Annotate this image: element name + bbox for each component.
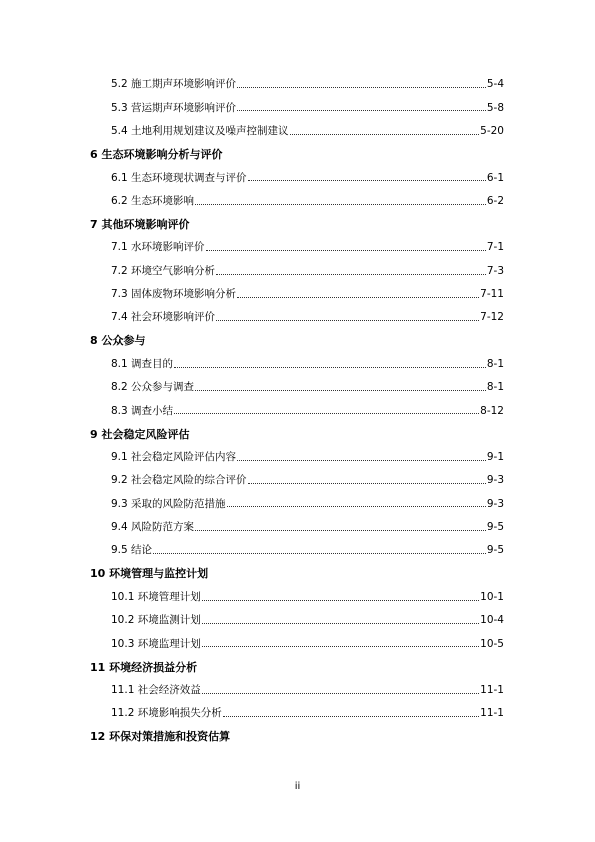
toc-entry-title: 5.4 土地利用规划建议及噪声控制建议 [111, 124, 289, 137]
toc-entry-title: 11 环境经济损益分析 [90, 660, 198, 674]
toc-dot-leader [153, 553, 486, 554]
toc-entry[interactable] [0, 469, 595, 492]
toc-entry-title: 12 环保对策措施和投资估算 [90, 730, 231, 744]
toc-entry-title: 6.1 生态环境现状调查与评价 [111, 171, 247, 184]
toc-page-number: 9-3 [486, 474, 504, 487]
toc-entry[interactable] [0, 236, 595, 259]
toc-dot-leader [202, 646, 479, 647]
toc-entry[interactable] [0, 306, 595, 329]
toc-page-number: 7-3 [486, 264, 504, 277]
toc-page-number: 10-5 [480, 637, 504, 650]
toc-entry-title: 9.2 社会稳定风险的综合评价 [111, 474, 247, 487]
toc-entry-title: 9.5 结论 [111, 544, 153, 557]
toc-entry[interactable] [0, 283, 595, 306]
toc-page-number: 8-1 [486, 381, 504, 394]
toc-entry-title: 11.1 社会经济效益 [111, 684, 201, 697]
toc-dot-leader [237, 460, 486, 461]
table-of-contents [0, 73, 595, 749]
toc-dot-leader [195, 530, 486, 531]
toc-page-number: 6-2 [486, 194, 504, 207]
toc-chapter-heading[interactable] [0, 143, 595, 166]
toc-page-number: 11-1 [480, 684, 504, 697]
toc-entry[interactable] [0, 399, 595, 422]
toc-dot-leader [216, 320, 479, 321]
toc-entry[interactable] [0, 376, 595, 399]
toc-chapter-heading[interactable] [0, 213, 595, 236]
toc-entry[interactable] [0, 702, 595, 725]
toc-dot-leader [202, 600, 479, 601]
toc-entry-title: 9.4 风险防范方案 [111, 521, 195, 534]
toc-entry[interactable] [0, 353, 595, 376]
toc-entry-title: 7.3 固体废物环境影响分析 [111, 288, 237, 301]
toc-entry-title: 9.3 采取的风险防范措施 [111, 497, 226, 510]
toc-entry[interactable] [0, 259, 595, 282]
toc-dot-leader [206, 250, 486, 251]
toc-dot-leader [248, 483, 486, 484]
toc-entry[interactable] [0, 189, 595, 212]
toc-page-number: 7-11 [480, 288, 504, 301]
toc-page-number: 8-1 [486, 357, 504, 370]
toc-dot-leader [237, 87, 486, 88]
toc-entry[interactable] [0, 632, 595, 655]
toc-page-number: 11-1 [480, 707, 504, 720]
toc-page-number: 5-20 [480, 124, 504, 137]
toc-entry-title: 6.2 生态环境影响 [111, 194, 195, 207]
toc-dot-leader [237, 297, 479, 298]
toc-entry-title: 7.2 环境空气影响分析 [111, 264, 216, 277]
toc-dot-leader [202, 693, 479, 694]
toc-entry-title: 6 生态环境影响分析与评价 [90, 148, 223, 162]
toc-page-number: 9-5 [486, 544, 504, 557]
toc-page-number: 10-4 [480, 614, 504, 627]
toc-dot-leader [290, 134, 480, 135]
toc-page-number: 5-4 [486, 78, 504, 91]
toc-dot-leader [195, 390, 486, 391]
toc-chapter-heading[interactable] [0, 422, 595, 445]
toc-page-number: 9-1 [486, 451, 504, 464]
toc-entry-title: 10.1 环境管理计划 [111, 590, 201, 603]
toc-entry-title: 8 公众参与 [90, 334, 146, 348]
toc-dot-leader [237, 110, 486, 111]
toc-chapter-heading[interactable] [0, 725, 595, 748]
toc-entry[interactable] [0, 586, 595, 609]
toc-dot-leader [223, 716, 479, 717]
toc-entry[interactable] [0, 539, 595, 562]
toc-dot-leader [227, 506, 486, 507]
toc-entry-title: 7.4 社会环境影响评价 [111, 311, 216, 324]
toc-entry[interactable] [0, 73, 595, 96]
toc-page-number: 9-3 [486, 497, 504, 510]
toc-entry[interactable] [0, 96, 595, 119]
toc-entry-title: 10.3 环境监理计划 [111, 637, 201, 650]
toc-entry[interactable] [0, 516, 595, 539]
toc-entry-title: 8.3 调查小结 [111, 404, 174, 417]
toc-page-number: 10-1 [480, 590, 504, 603]
toc-dot-leader [174, 413, 479, 414]
toc-chapter-heading[interactable] [0, 329, 595, 352]
toc-entry[interactable] [0, 446, 595, 469]
toc-chapter-heading[interactable] [0, 655, 595, 678]
toc-page-number: 7-1 [486, 241, 504, 254]
toc-entry-title: 8.2 公众参与调查 [111, 381, 195, 394]
toc-entry-title: 10 环境管理与监控计划 [90, 567, 209, 581]
toc-entry-title: 5.2 施工期声环境影响评价 [111, 78, 237, 91]
toc-entry[interactable] [0, 166, 595, 189]
toc-page-number: 5-8 [486, 101, 504, 114]
toc-entry-title: 5.3 营运期声环境影响评价 [111, 101, 237, 114]
page-number: ii [294, 781, 301, 792]
toc-entry[interactable] [0, 679, 595, 702]
toc-entry-title: 11.2 环境影响损失分析 [111, 707, 222, 720]
toc-dot-leader [248, 180, 486, 181]
toc-entry-title: 8.1 调查目的 [111, 357, 174, 370]
toc-entry[interactable] [0, 120, 595, 143]
toc-dot-leader [216, 274, 486, 275]
toc-chapter-heading[interactable] [0, 562, 595, 585]
toc-entry-title: 7.1 水环境影响评价 [111, 241, 205, 254]
toc-entry-title: 9.1 社会稳定风险评估内容 [111, 451, 237, 464]
toc-page-number: 9-5 [486, 521, 504, 534]
toc-dot-leader [202, 623, 479, 624]
toc-entry-title: 9 社会稳定风险评估 [90, 427, 190, 441]
toc-dot-leader [174, 367, 486, 368]
toc-dot-leader [195, 204, 486, 205]
toc-entry-title: 10.2 环境监测计划 [111, 614, 201, 627]
toc-entry[interactable] [0, 492, 595, 515]
toc-page-number: 7-12 [480, 311, 504, 324]
toc-entry[interactable] [0, 609, 595, 632]
toc-entry-title: 7 其他环境影响评价 [90, 217, 190, 231]
toc-page-number: 8-12 [480, 404, 504, 417]
toc-page-number: 6-1 [486, 171, 504, 184]
